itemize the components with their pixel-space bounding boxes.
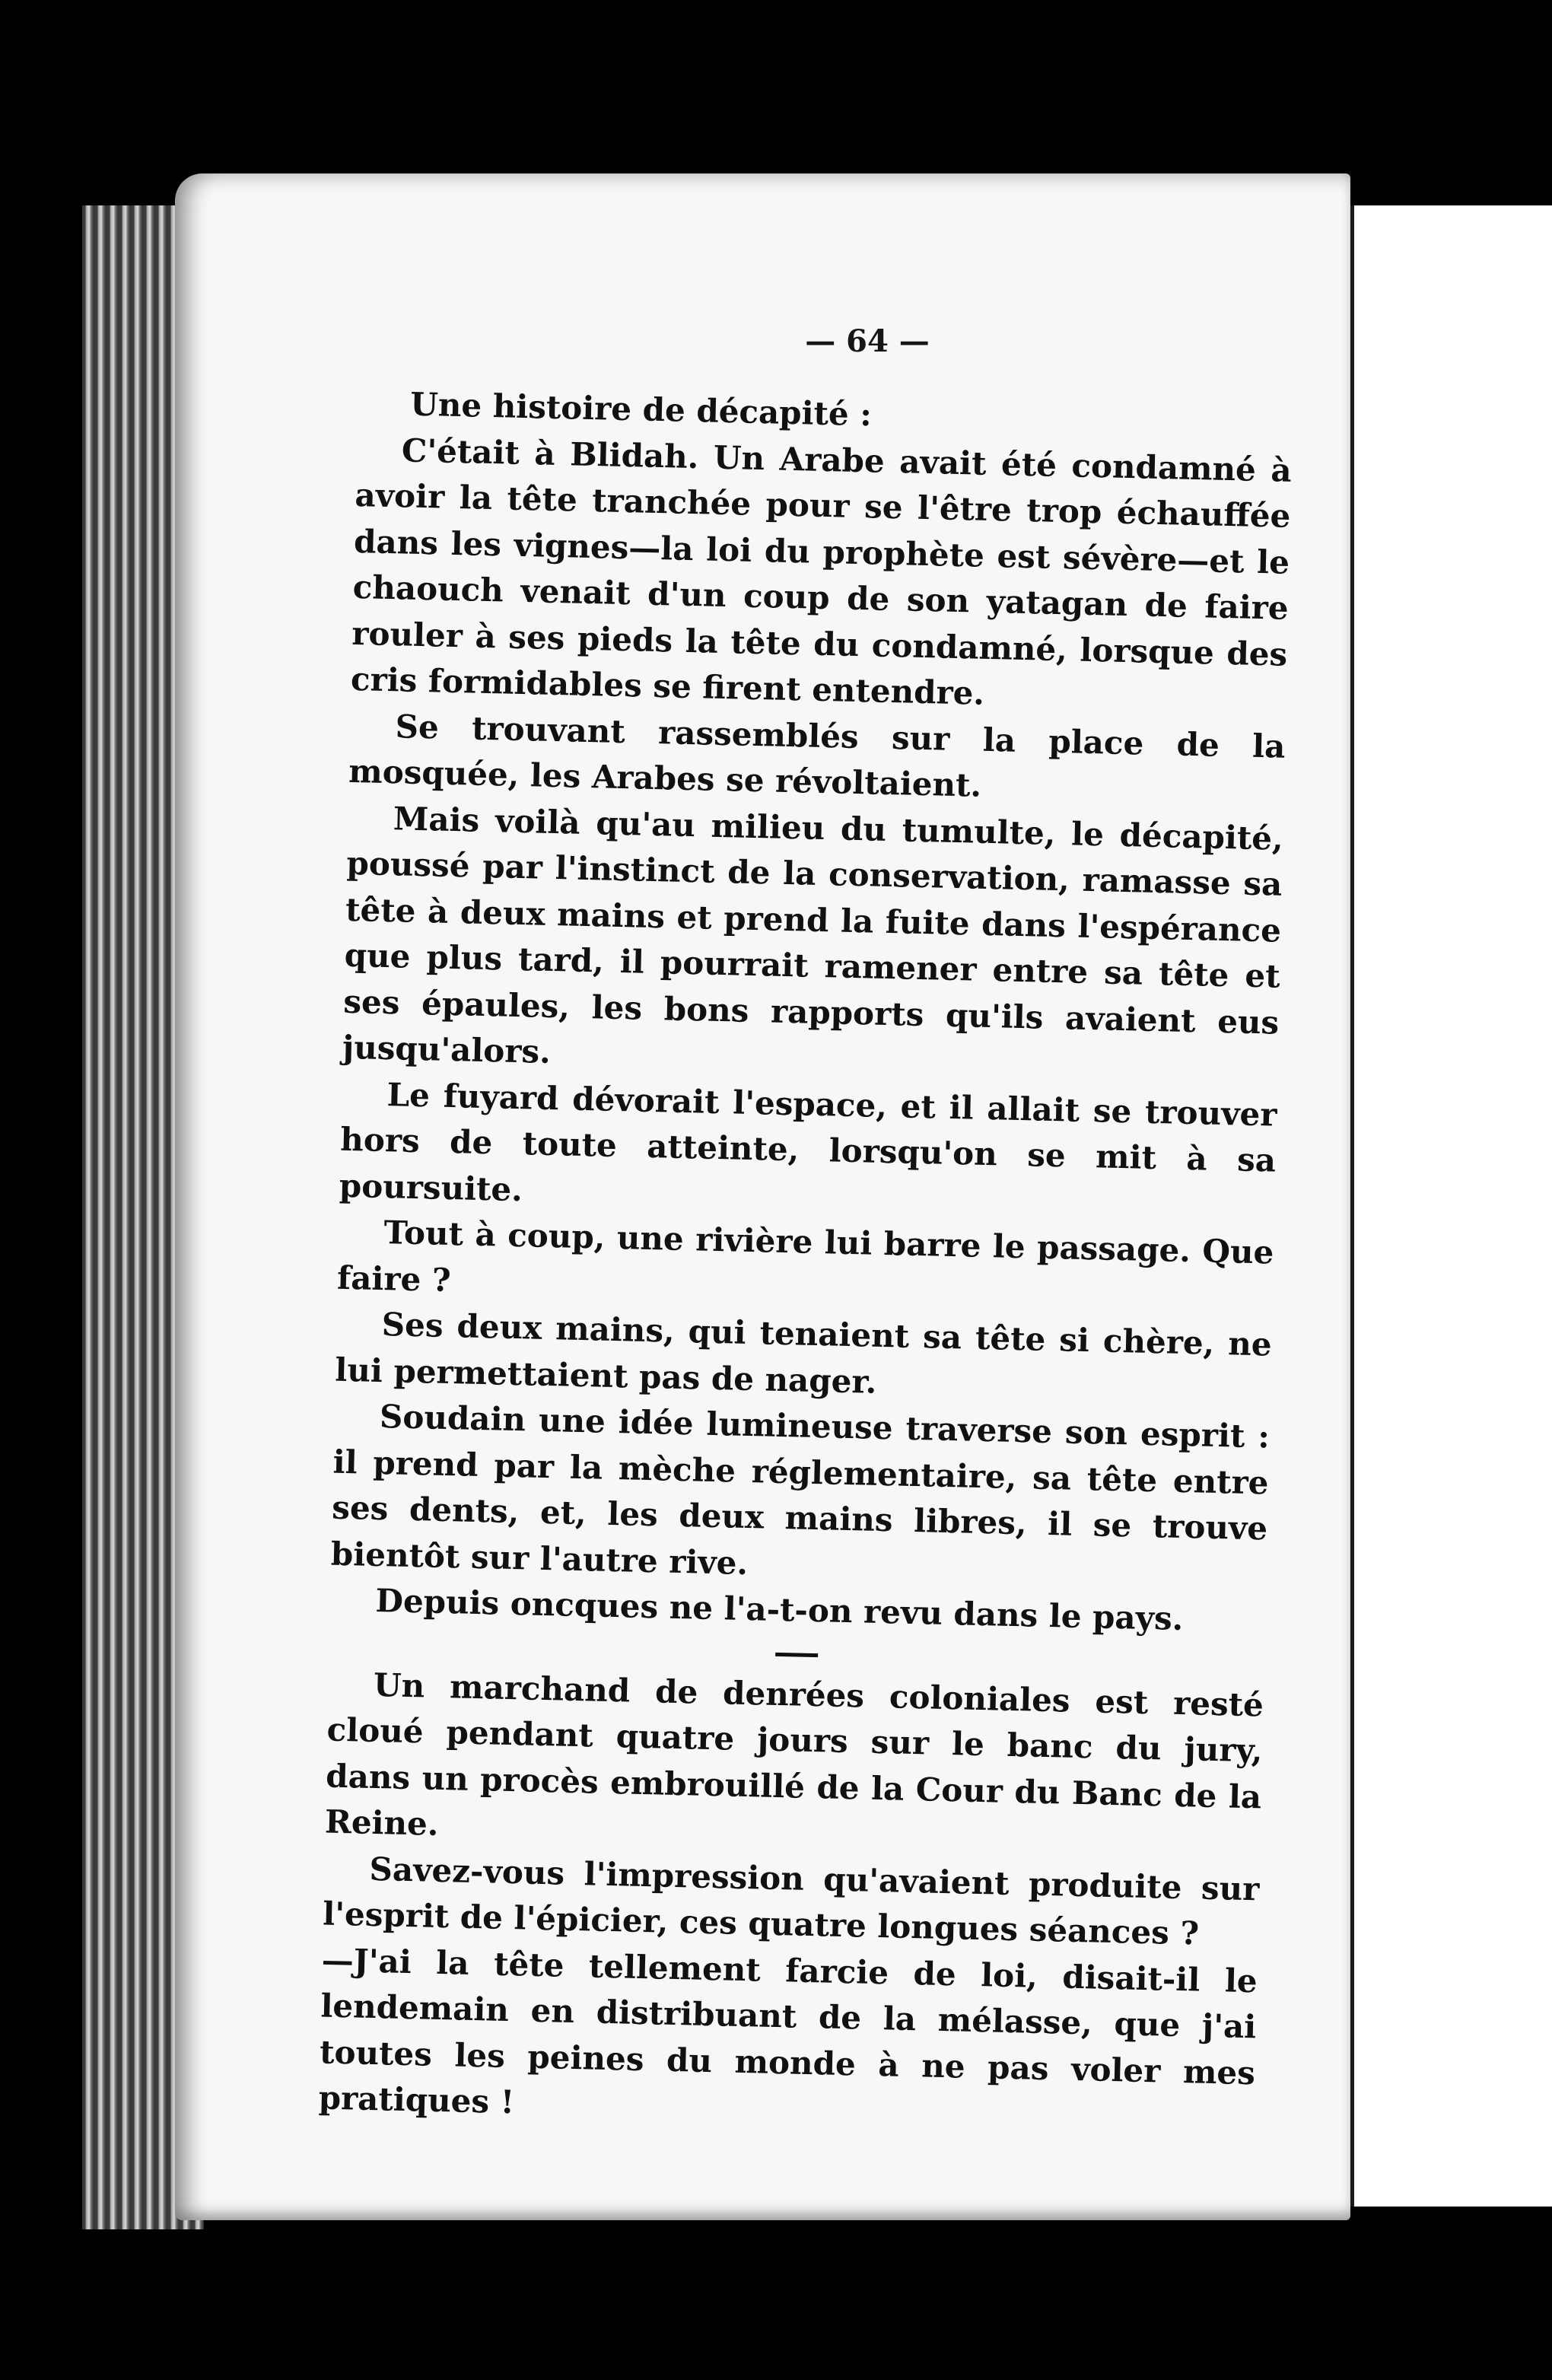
quote-paragraph: —J'ai la tête tellement farcie de loi, disait-il le lendemain en distribuant de la mélasse, que j'ai toutes les peines du monde à ne pas voler mes pratiques ! <box>318 1940 1258 2121</box>
paragraph: Se trouvant rassemblés sur la place de la mosquée, les Arabes se révoltaient. <box>348 707 1286 804</box>
paragraph: Soudain une idée lumineuse traverse son esprit : il prend par la mèche réglementaire, sa tête entre ses dents, et, les deux mains libres, il se trouve bientôt sur l'autre rive. <box>330 1398 1271 1582</box>
paragraph: Un marchand de denrées coloniales est resté cloué pendant quatre jours sur le banc du jury, dans un procès embrouillé de la Cour du Banc de la Reine. <box>324 1666 1264 1843</box>
adjacent-blank-page <box>1347 205 1552 2207</box>
page-number: — 64 — <box>805 323 930 359</box>
separator-dash <box>775 1653 818 1657</box>
paragraph: Le fuyard dévorait l'espace, et il allait se trouver hors de toute atteinte, lorsqu'on se mit à sa poursuite. <box>339 1075 1277 1208</box>
paragraph: C'était à Blidah. Un Arabe avait été condamné à avoir la tête tranchée pour se l'être trop échauffée dans les vignes—la loi du prophète est sévère—et le chaouch venait d'un coup de son yatagan de faire rouler à ses pieds la tête du condamné, lorsque des cris formidables se firent entendre. <box>350 431 1293 712</box>
paragraph: Tout à coup, une rivière lui barre le passage. Que faire ? <box>336 1214 1274 1299</box>
page-text <box>318 380 1293 2143</box>
paragraph: Savez-vous l'impression qu'avaient produite sur l'esprit de l'épicier, ces quatre longues séances ? <box>322 1850 1260 1952</box>
paragraph: Mais voilà qu'au milieu du tumulte, le décapité, poussé par l'instinct de la conservation, ramasse sa tête à deux mains et prend la fuite dans l'espérance que plus tard, il pourrait ramener entre sa tête et ses épaules, les bons rapports qu'ils avaient eus jusqu'alors. <box>342 799 1284 1071</box>
section-heading: Une histoire de décapité : <box>409 385 873 434</box>
paragraph: Depuis oncques ne l'a-t-on revu dans le pays. <box>375 1581 1184 1638</box>
paragraph: Ses deux mains, qui tenaient sa tête si chère, ne lui permettaient pas de nager. <box>334 1306 1273 1401</box>
